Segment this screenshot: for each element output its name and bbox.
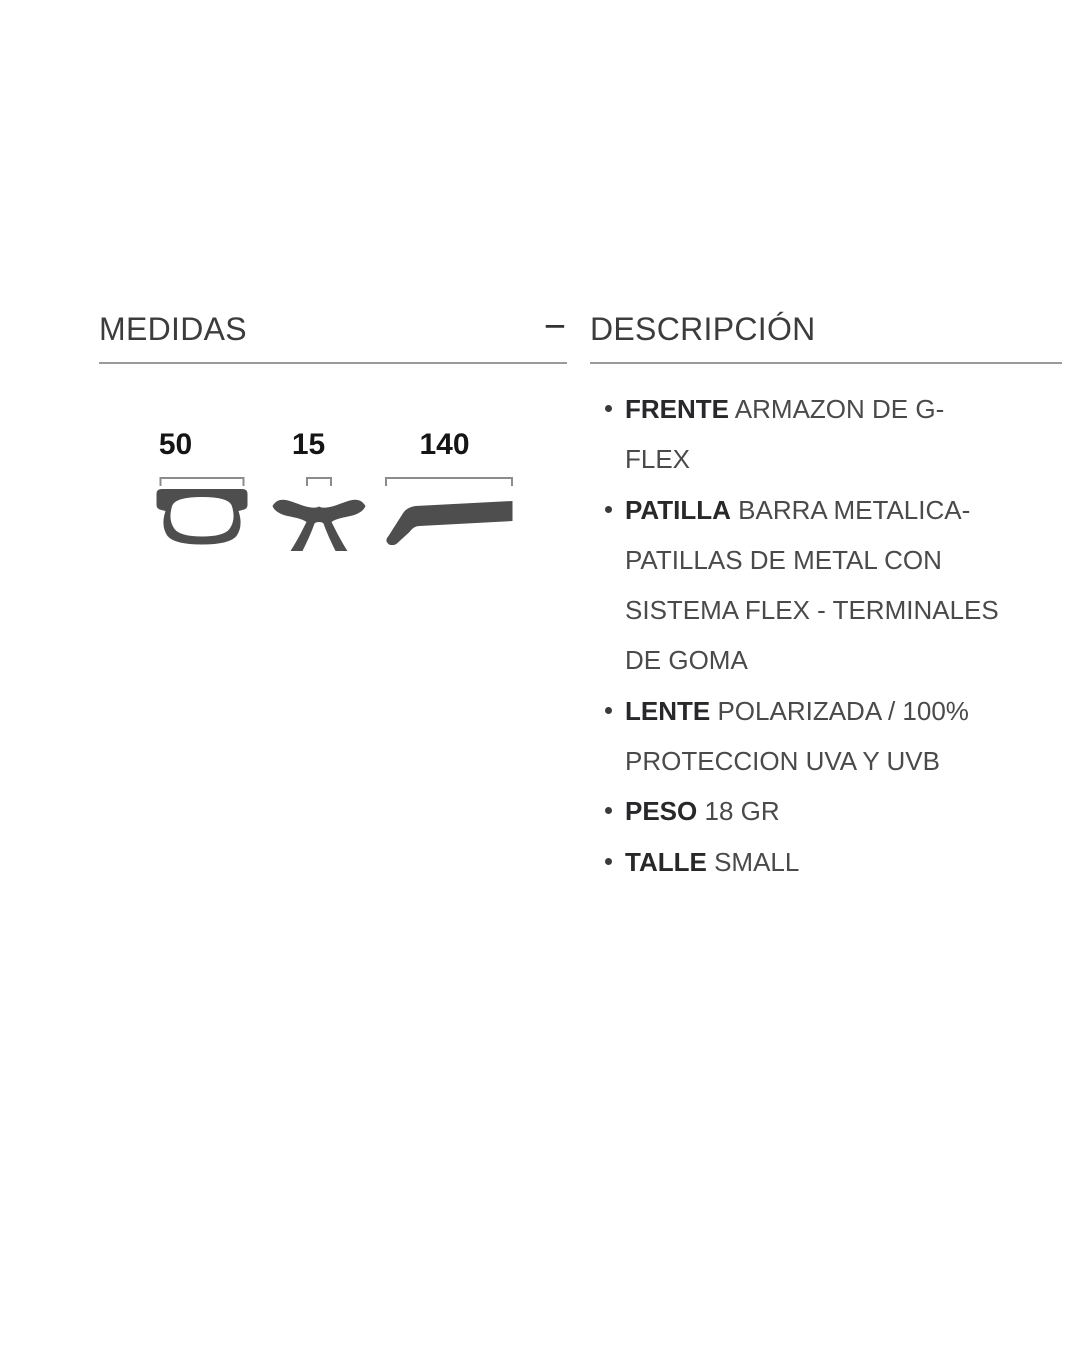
item-text: BARRA METALICA- PATILLAS DE METAL CON SISTEMA FLEX - TERMINALES DE GOMA [625,494,999,676]
item-label: PESO [625,796,698,827]
medidas-section [99,296,567,564]
list-item [590,686,1005,787]
bridge-icon [271,493,366,551]
collapse-minus-icon[interactable]: − [543,306,566,348]
item-text: 18 GR [704,796,780,827]
medidas-accordion-header[interactable] [99,296,567,364]
measure-bracket [159,477,244,486]
item-label: FRENTE [625,394,729,424]
list-item [590,384,1005,485]
temple-arm-icon [384,498,513,545]
descripcion-accordion-header[interactable] [590,296,1062,364]
list-item [590,837,1005,887]
lens-front-icon [155,488,248,545]
item-text: POLARIZADA / 100% PROTECCION UVA Y UVB [625,695,969,777]
measure-lens-width [154,364,249,564]
list-item [590,485,1005,686]
measurements-panel [99,364,567,564]
item-label: PATILLA [625,494,731,525]
descripcion-section [590,296,1062,887]
measure-temple-length [384,364,513,564]
item-label: TALLE [625,846,707,877]
medidas-title: MEDIDAS [99,311,247,347]
item-text: SMALL [714,846,800,877]
list-item [590,786,1005,836]
measure-bracket [306,477,332,486]
measure-bridge-width [271,364,366,564]
measure-value: 15 [291,428,326,461]
measure-value: 140 [419,428,470,461]
description-list [590,384,1005,887]
descripcion-title: DESCRIPCIÓN [590,311,816,347]
item-text: ARMAZON DE G-FLEX [625,394,945,475]
measure-bracket [385,477,513,486]
item-label: LENTE [625,695,711,726]
measure-value: 50 [158,428,193,461]
